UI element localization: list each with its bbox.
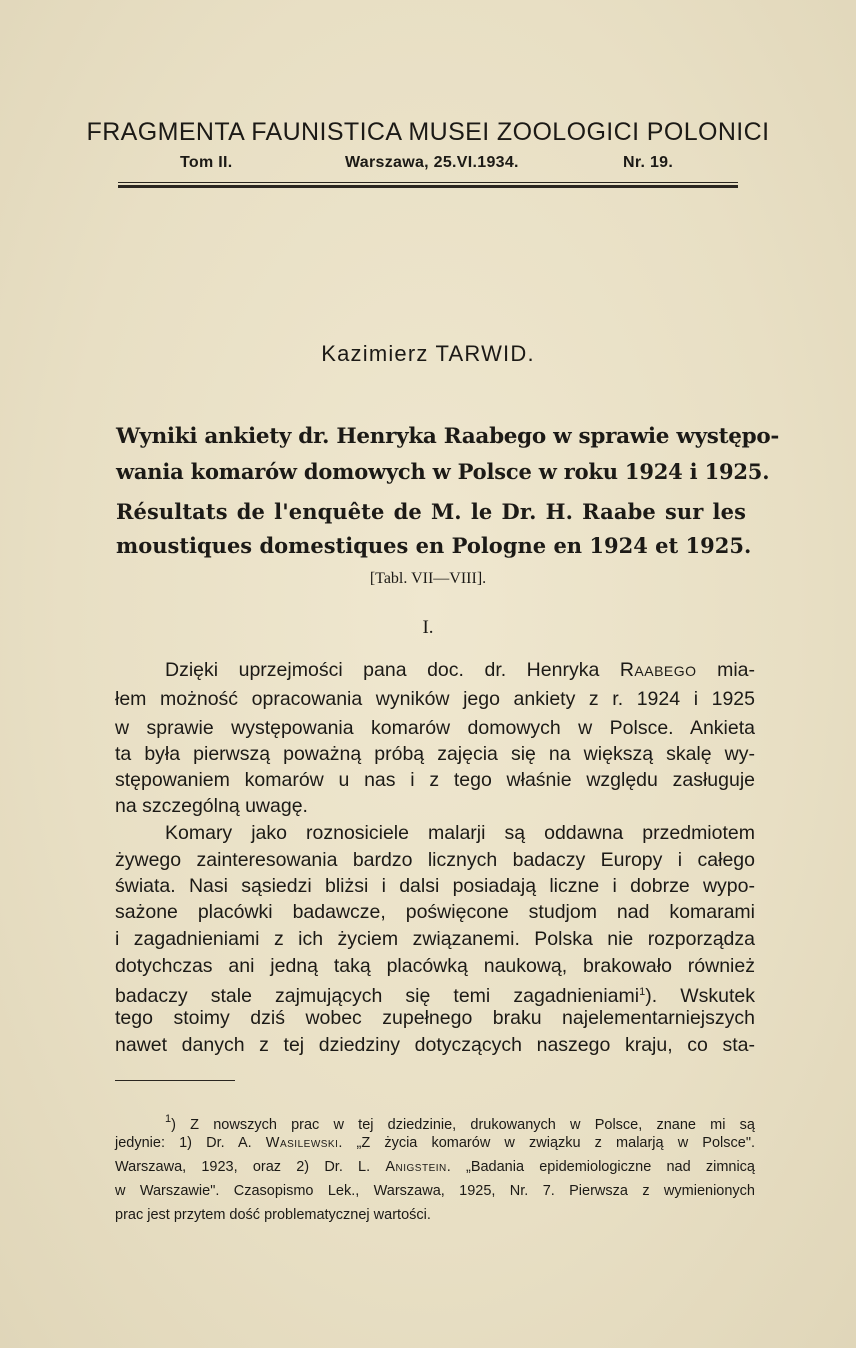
body-text: ). Wskutek <box>645 985 756 1007</box>
footnote-text: Warszawa, 1923, oraz 2) Dr. L. <box>115 1159 371 1175</box>
body-text: mia- <box>717 659 755 681</box>
body-line: w sprawie występowania komarów domowych w Polsce. Ankieta <box>115 717 755 739</box>
footnote-reference[interactable]: 1 <box>639 986 646 998</box>
section-number: I. <box>422 617 434 638</box>
body-line: stępowaniem komarów u nas i z tego właśnie względu zasługuje <box>115 769 755 791</box>
footnote-line <box>115 1155 755 1179</box>
issue-number: Nr. 19. <box>623 154 674 171</box>
footnote-line: prac jest przytem dość problematycznej wartości. <box>115 1207 431 1223</box>
person-name: Wasilewski <box>265 1135 339 1151</box>
title-polish-line-2: wania komarów domowych w Polsce w roku 1924 i 1925. <box>116 459 770 484</box>
publication-date: Warszawa, 25.VI.1934. <box>345 154 519 171</box>
plates-reference: [Tabl. VII—VIII]. <box>369 570 487 587</box>
footnote-text: . „Z życia komarów w związku z malarją w Polsce". <box>338 1135 755 1151</box>
volume-number: Tom II. <box>180 154 233 171</box>
person-name: Anigstein <box>385 1159 447 1175</box>
journal-title: FRAGMENTA FAUNISTICA MUSEI ZOOLOGICI POLONICI <box>86 118 770 146</box>
title-polish-line-1: Wyniki ankiety dr. Henryka Raabego w sprawie występo- <box>116 424 779 449</box>
footnote-text: ) Z nowszych prac w tej dziedzinie, drukowanych w Polsce, znane mi są <box>171 1117 755 1133</box>
body-line: łem możność opracowania wyników jego ankiety z r. 1924 i 1925 <box>115 688 755 710</box>
body-line <box>165 656 755 684</box>
body-line: dotychczas ani jedną taką placówką naukową, brakowało również <box>115 955 755 977</box>
body-line: tego stoimy dziś wobec zupełnego braku najelementarniejszych <box>115 1007 755 1029</box>
footnote-text: jedynie: 1) Dr. A. <box>115 1135 252 1151</box>
author-name: Kazimierz TARWID. <box>321 341 535 366</box>
footnote-marker: 1 <box>165 1113 172 1125</box>
body-line: żywego zainteresowania bardzo licznych badaczy Europy i całego <box>115 849 755 871</box>
footnote-line <box>115 1131 755 1155</box>
title-french-line-1: Résultats de l'enquête de M. le Dr. H. Raabe sur les <box>116 499 746 524</box>
body-line: nawet danych z tej dziedziny dotyczących naszego kraju, co sta- <box>115 1034 755 1056</box>
title-french-line-2: moustiques domestiques en Pologne en 1924 et 1925. <box>116 533 752 558</box>
body-line: na szczególną uwagę. <box>115 795 308 817</box>
body-line: Komary jako roznosiciele malarji są oddawna przedmiotem <box>165 822 755 844</box>
body-line: i zagadnieniami z ich życiem związanemi. Polska nie rozporządza <box>115 928 755 950</box>
footnote-text: . „Badania epidemiologiczne nad zimnicą <box>446 1159 755 1175</box>
body-text: badaczy stale zajmujących się temi zagadnieniami <box>115 985 640 1007</box>
header-rule-thin <box>118 182 738 183</box>
body-line: sażone placówki badawcze, poświęcone studjom nad komarami <box>115 901 755 923</box>
body-line: ta była pierwszą poważną próbą zajęcia się na większą skalę wy- <box>115 743 755 765</box>
body-text: Dzięki uprzejmości pana doc. dr. Henryka <box>165 659 600 681</box>
header-rule-thick <box>118 185 738 188</box>
footnote-separator <box>115 1080 235 1081</box>
person-name: Raabego <box>619 659 697 681</box>
footnote-line: w Warszawie". Czasopismo Lek., Warszawa, 1925, Nr. 7. Pierwsza z wymienionych <box>115 1183 755 1199</box>
body-line: świata. Nasi sąsiedzi bliżsi i dalsi posiadają liczne i dobrze wypo- <box>115 875 755 897</box>
